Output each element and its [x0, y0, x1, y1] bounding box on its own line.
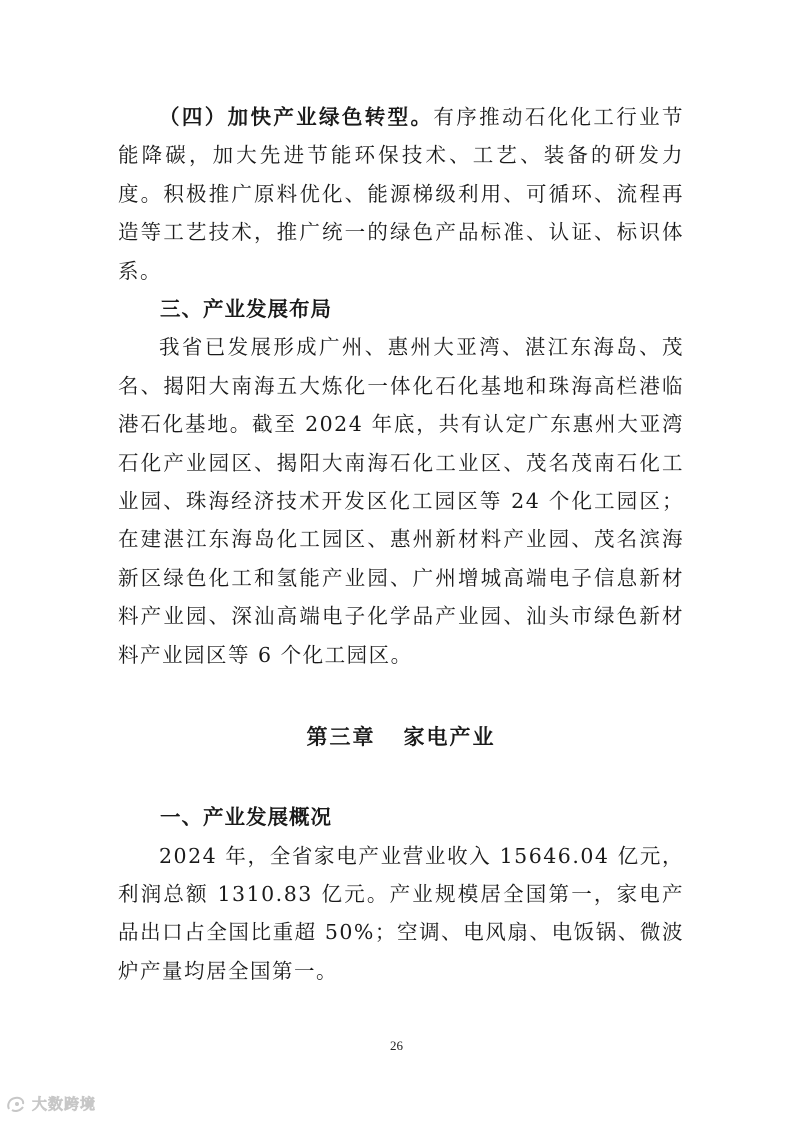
- section-4-lead: （四）加快产业绿色转型。: [159, 105, 434, 129]
- page-content: [118, 98, 684, 990]
- page-number: 26: [390, 1038, 403, 1053]
- watermark-logo-icon: [6, 1095, 28, 1113]
- section-4-paragraph: [118, 98, 684, 290]
- spacer: [118, 674, 684, 718]
- chapter-title: 第三章 家电产业: [306, 724, 496, 750]
- layout-section-paragraph: 我省已发展形成广州、惠州大亚湾、湛江东海岛、茂名、揭阳大南海五大炼化一体化石化基地和珠海高栏港临港石化基地。截至 2024 年底，共有认定广东惠州大亚湾石化产业园区、揭阳大南海石化工业区、茂名茂南石化工业园、珠海经济技术开发区化工园区等 24 个化工园区；在建湛江东海岛化工园区、惠州新材料产业园、茂名滨海新区绿色化工和氢能产业园、广州增城高端电子信息新材料产业园、深汕高端电子化学品产业园、汕头市绿色新材料产业园区等 6 个化工园区。: [118, 335, 684, 667]
- overview-section-heading: 一、产业发展概况: [160, 805, 332, 830]
- layout-section-heading: 三、产业发展布局: [160, 297, 332, 322]
- watermark-text: 大数跨境: [32, 1095, 97, 1113]
- overview-section-paragraph: 2024 年，全省家电产业营业收入 15646.04 亿元，利润总额 1310.83 亿元。产业规模居全国第一，家电产品出口占全国比重超 50%；空调、电风扇、电饭锅、微波炉产量均居全国第一。: [118, 843, 684, 983]
- section-4-body: 有序推动石化化工行业节能降碳，加大先进节能环保技术、工艺、装备的研发力度。积极推广原料优化、能源梯级利用、可循环、流程再造等工艺技术，推广统一的绿色产品标准、认证、标识体系。: [118, 105, 685, 283]
- spacer: [118, 756, 684, 798]
- watermark: [6, 1093, 96, 1114]
